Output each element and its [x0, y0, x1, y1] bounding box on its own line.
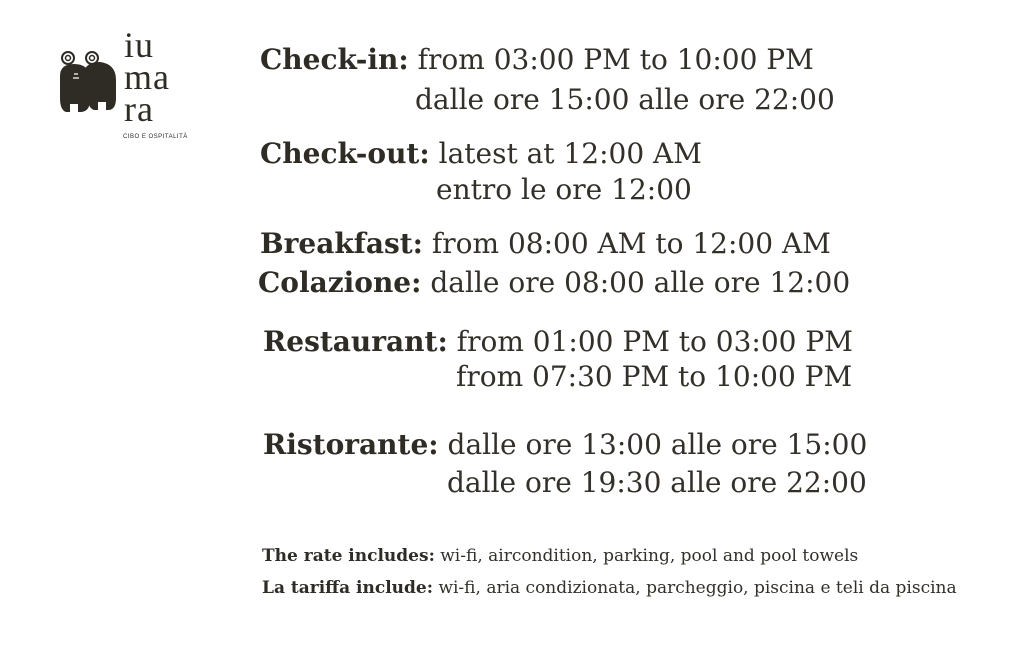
restaurant-label: Restaurant: [263, 325, 448, 358]
rate-label: The rate includes: [262, 546, 435, 566]
checkin-line [260, 43, 814, 77]
checkout-en: latest at 12:00 AM [438, 137, 702, 170]
ristorante-label: Ristorante: [263, 428, 439, 461]
sheep-logo-icon [56, 48, 122, 118]
restaurant-en2: from 07:30 PM to 10:00 PM [456, 360, 853, 393]
checkout-label: Check-out: [260, 137, 430, 170]
checkout-it: entro le ore 12:00 [436, 173, 692, 206]
breakfast-en: from 08:00 AM to 12:00 AM [431, 227, 831, 260]
checkin-it: dalle ore 15:00 alle ore 22:00 [415, 83, 835, 116]
checkin-en: from 03:00 PM to 10:00 PM [417, 43, 814, 76]
logo-text-line2: ma [124, 57, 170, 97]
logo [56, 25, 206, 145]
tariffa-label: La tariffa include: [262, 578, 434, 598]
checkout-line [260, 137, 702, 171]
ristorante-line [263, 428, 867, 462]
tariffa-text: wi-fi, aria condizionata, parcheggio, piscina e teli da piscina [438, 578, 957, 598]
logo-text-line3: ra [124, 89, 154, 129]
ristorante-it2: dalle ore 19:30 alle ore 22:00 [447, 466, 867, 499]
breakfast-line [260, 227, 831, 261]
colazione-it: dalle ore 08:00 alle ore 12:00 [430, 266, 851, 299]
breakfast-label: Breakfast: [260, 227, 423, 260]
rate-line [262, 545, 858, 567]
restaurant-line [263, 325, 853, 359]
logo-text-line1: iu [124, 25, 155, 65]
tariffa-line [262, 577, 957, 599]
logo-tagline: CIBO E OSPITALITÀ [123, 134, 188, 140]
rate-text: wi-fi, aircondition, parking, pool and pool towels [440, 546, 859, 566]
restaurant-en1: from 01:00 PM to 03:00 PM [456, 325, 853, 358]
colazione-line [258, 266, 850, 300]
checkin-label: Check-in: [260, 43, 409, 76]
ristorante-it1: dalle ore 13:00 alle ore 15:00 [447, 428, 868, 461]
colazione-label: Colazione: [258, 266, 422, 299]
